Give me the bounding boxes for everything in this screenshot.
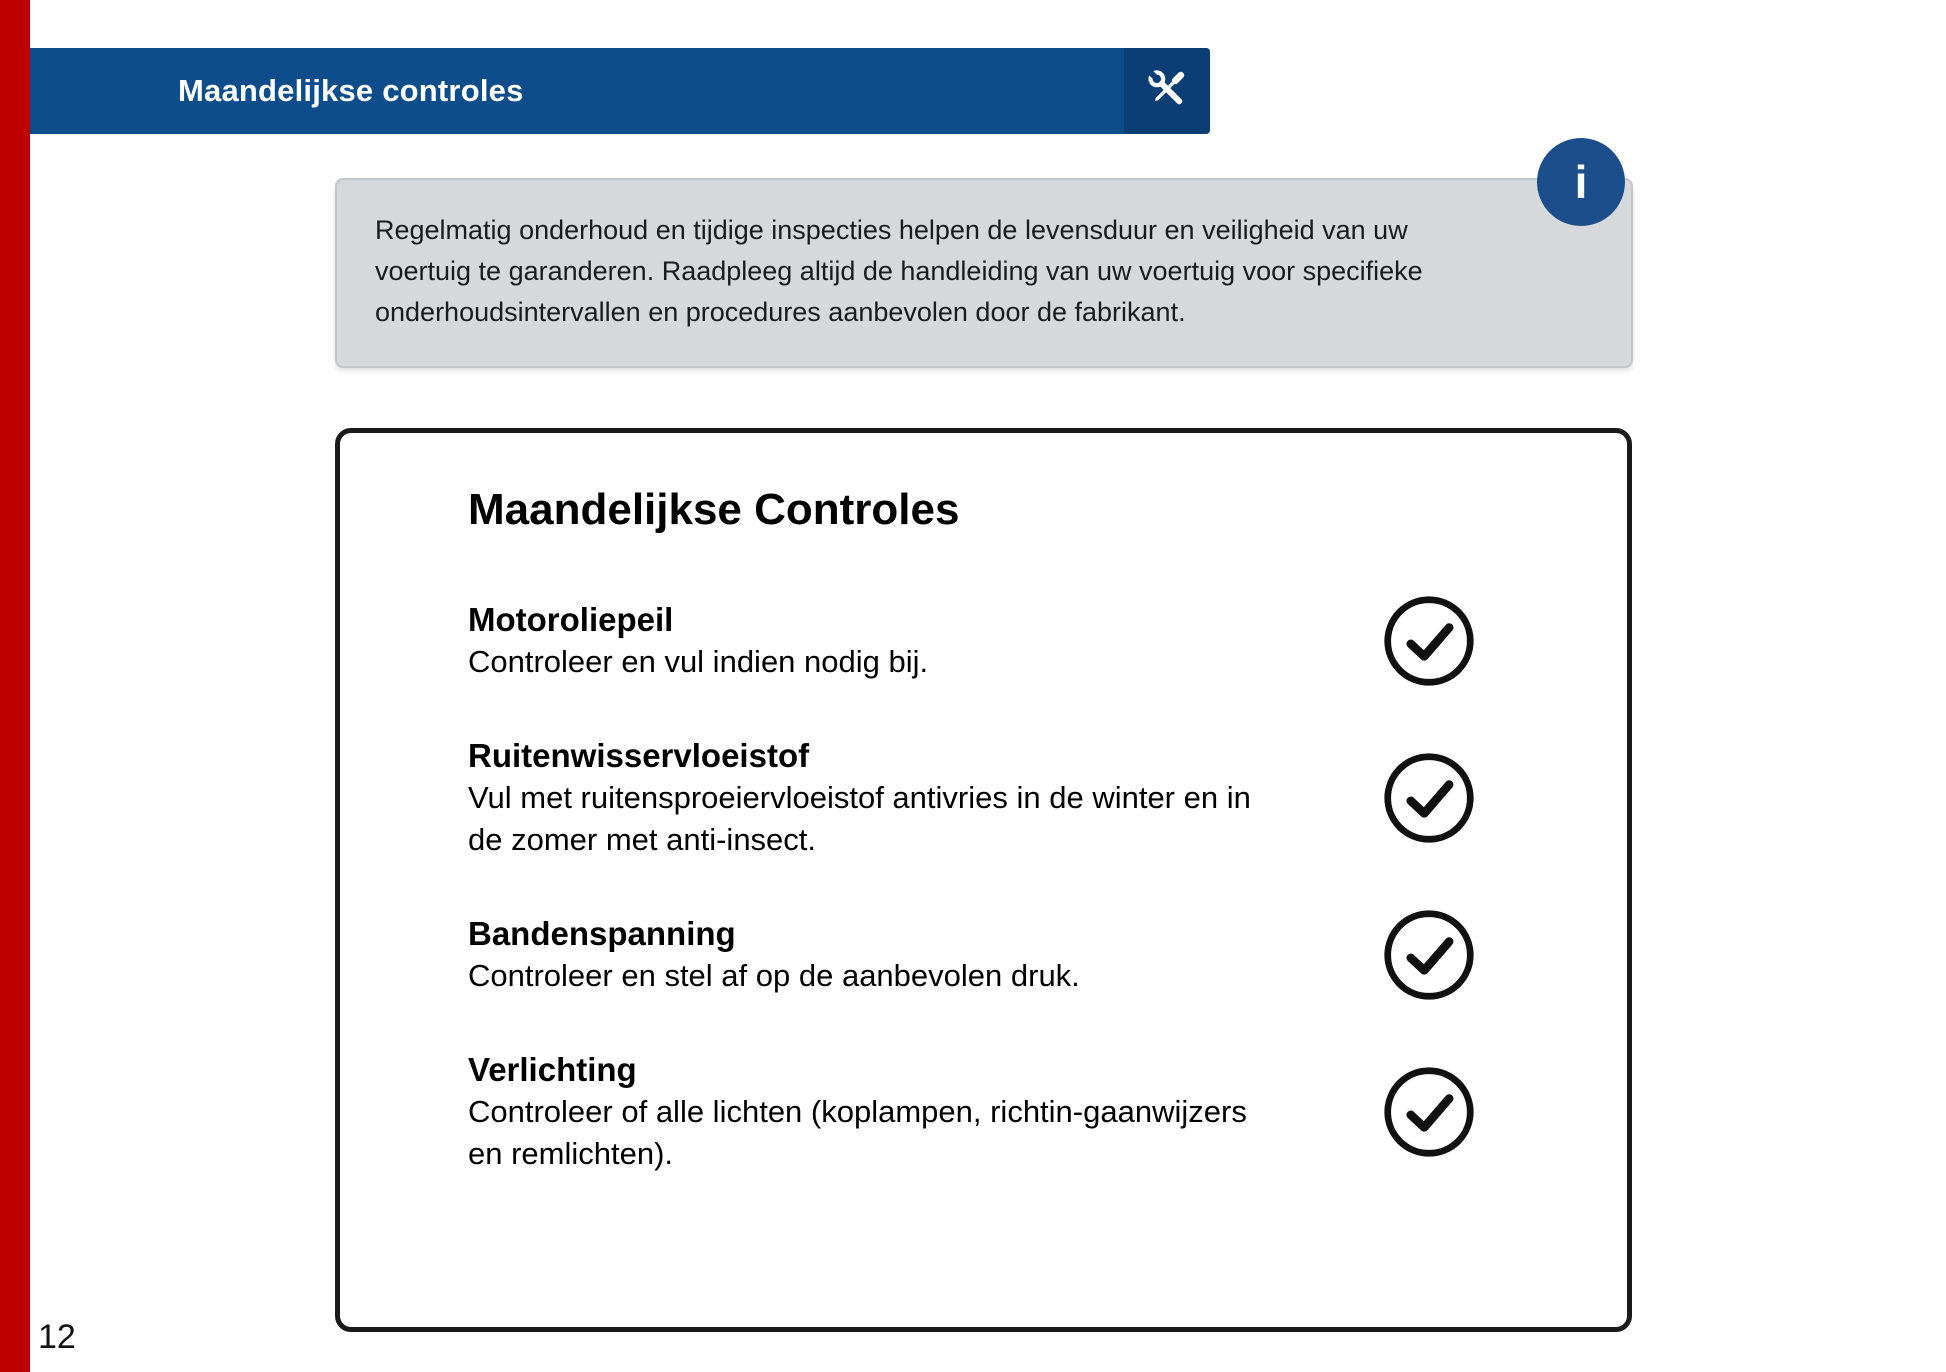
checklist-item-text <box>468 913 1080 997</box>
info-icon-glyph: i <box>1574 156 1588 208</box>
checklist-card <box>335 428 1632 1332</box>
checklist-item-title: Motoroliepeil <box>468 601 674 638</box>
section-title: Maandelijkse controles <box>178 73 524 108</box>
section-header-bar <box>30 48 1210 134</box>
left-accent-stripe <box>0 0 30 1372</box>
checklist-item-title: Ruitenwisservloeistof <box>468 737 810 774</box>
check-circle-icon <box>1381 750 1477 846</box>
checklist-item-description: Vul met ruitensproeiervloeistof antivries in de winter en in de zomer met anti-insect. <box>468 780 1251 857</box>
maintenance-note-box <box>335 178 1633 368</box>
checklist-item-text <box>468 735 1268 861</box>
checklist-item-text <box>468 1049 1268 1175</box>
checklist-item-oil <box>468 593 1477 689</box>
check-circle-icon <box>1381 1064 1477 1160</box>
checklist-item-description: Controleer en vul indien nodig bij. <box>468 644 929 679</box>
maintenance-note-text: Regelmatig onderhoud en tijdige inspecties helpen de levensduur en veiligheid van uw voertuig te garanderen. Raadpleeg altijd de handleiding van uw voertuig voor specifieke onderhoudsintervallen en procedures aanbevolen door de fabrikant. <box>375 215 1423 327</box>
info-icon <box>1537 138 1625 226</box>
checklist-item-description: Controleer en stel af op de aanbevolen druk. <box>468 958 1080 993</box>
tools-icon-container <box>1124 48 1210 134</box>
checklist-item-text <box>468 599 928 683</box>
checklist-item-washer-fluid <box>468 735 1477 861</box>
page-number: 12 <box>38 1318 76 1356</box>
check-circle-icon <box>1381 907 1477 1003</box>
checklist-title: Maandelijkse Controles <box>468 485 960 534</box>
checklist-item-tire-pressure <box>468 907 1477 1003</box>
checklist-item-lights <box>468 1049 1477 1175</box>
checklist-item-title: Bandenspanning <box>468 915 736 952</box>
checklist-item-title: Verlichting <box>468 1051 637 1088</box>
tools-icon <box>1140 62 1194 121</box>
checklist-item-description: Controleer of alle lichten (koplampen, richtin-gaanwijzers en remlichten). <box>468 1094 1247 1171</box>
check-circle-icon <box>1381 593 1477 689</box>
